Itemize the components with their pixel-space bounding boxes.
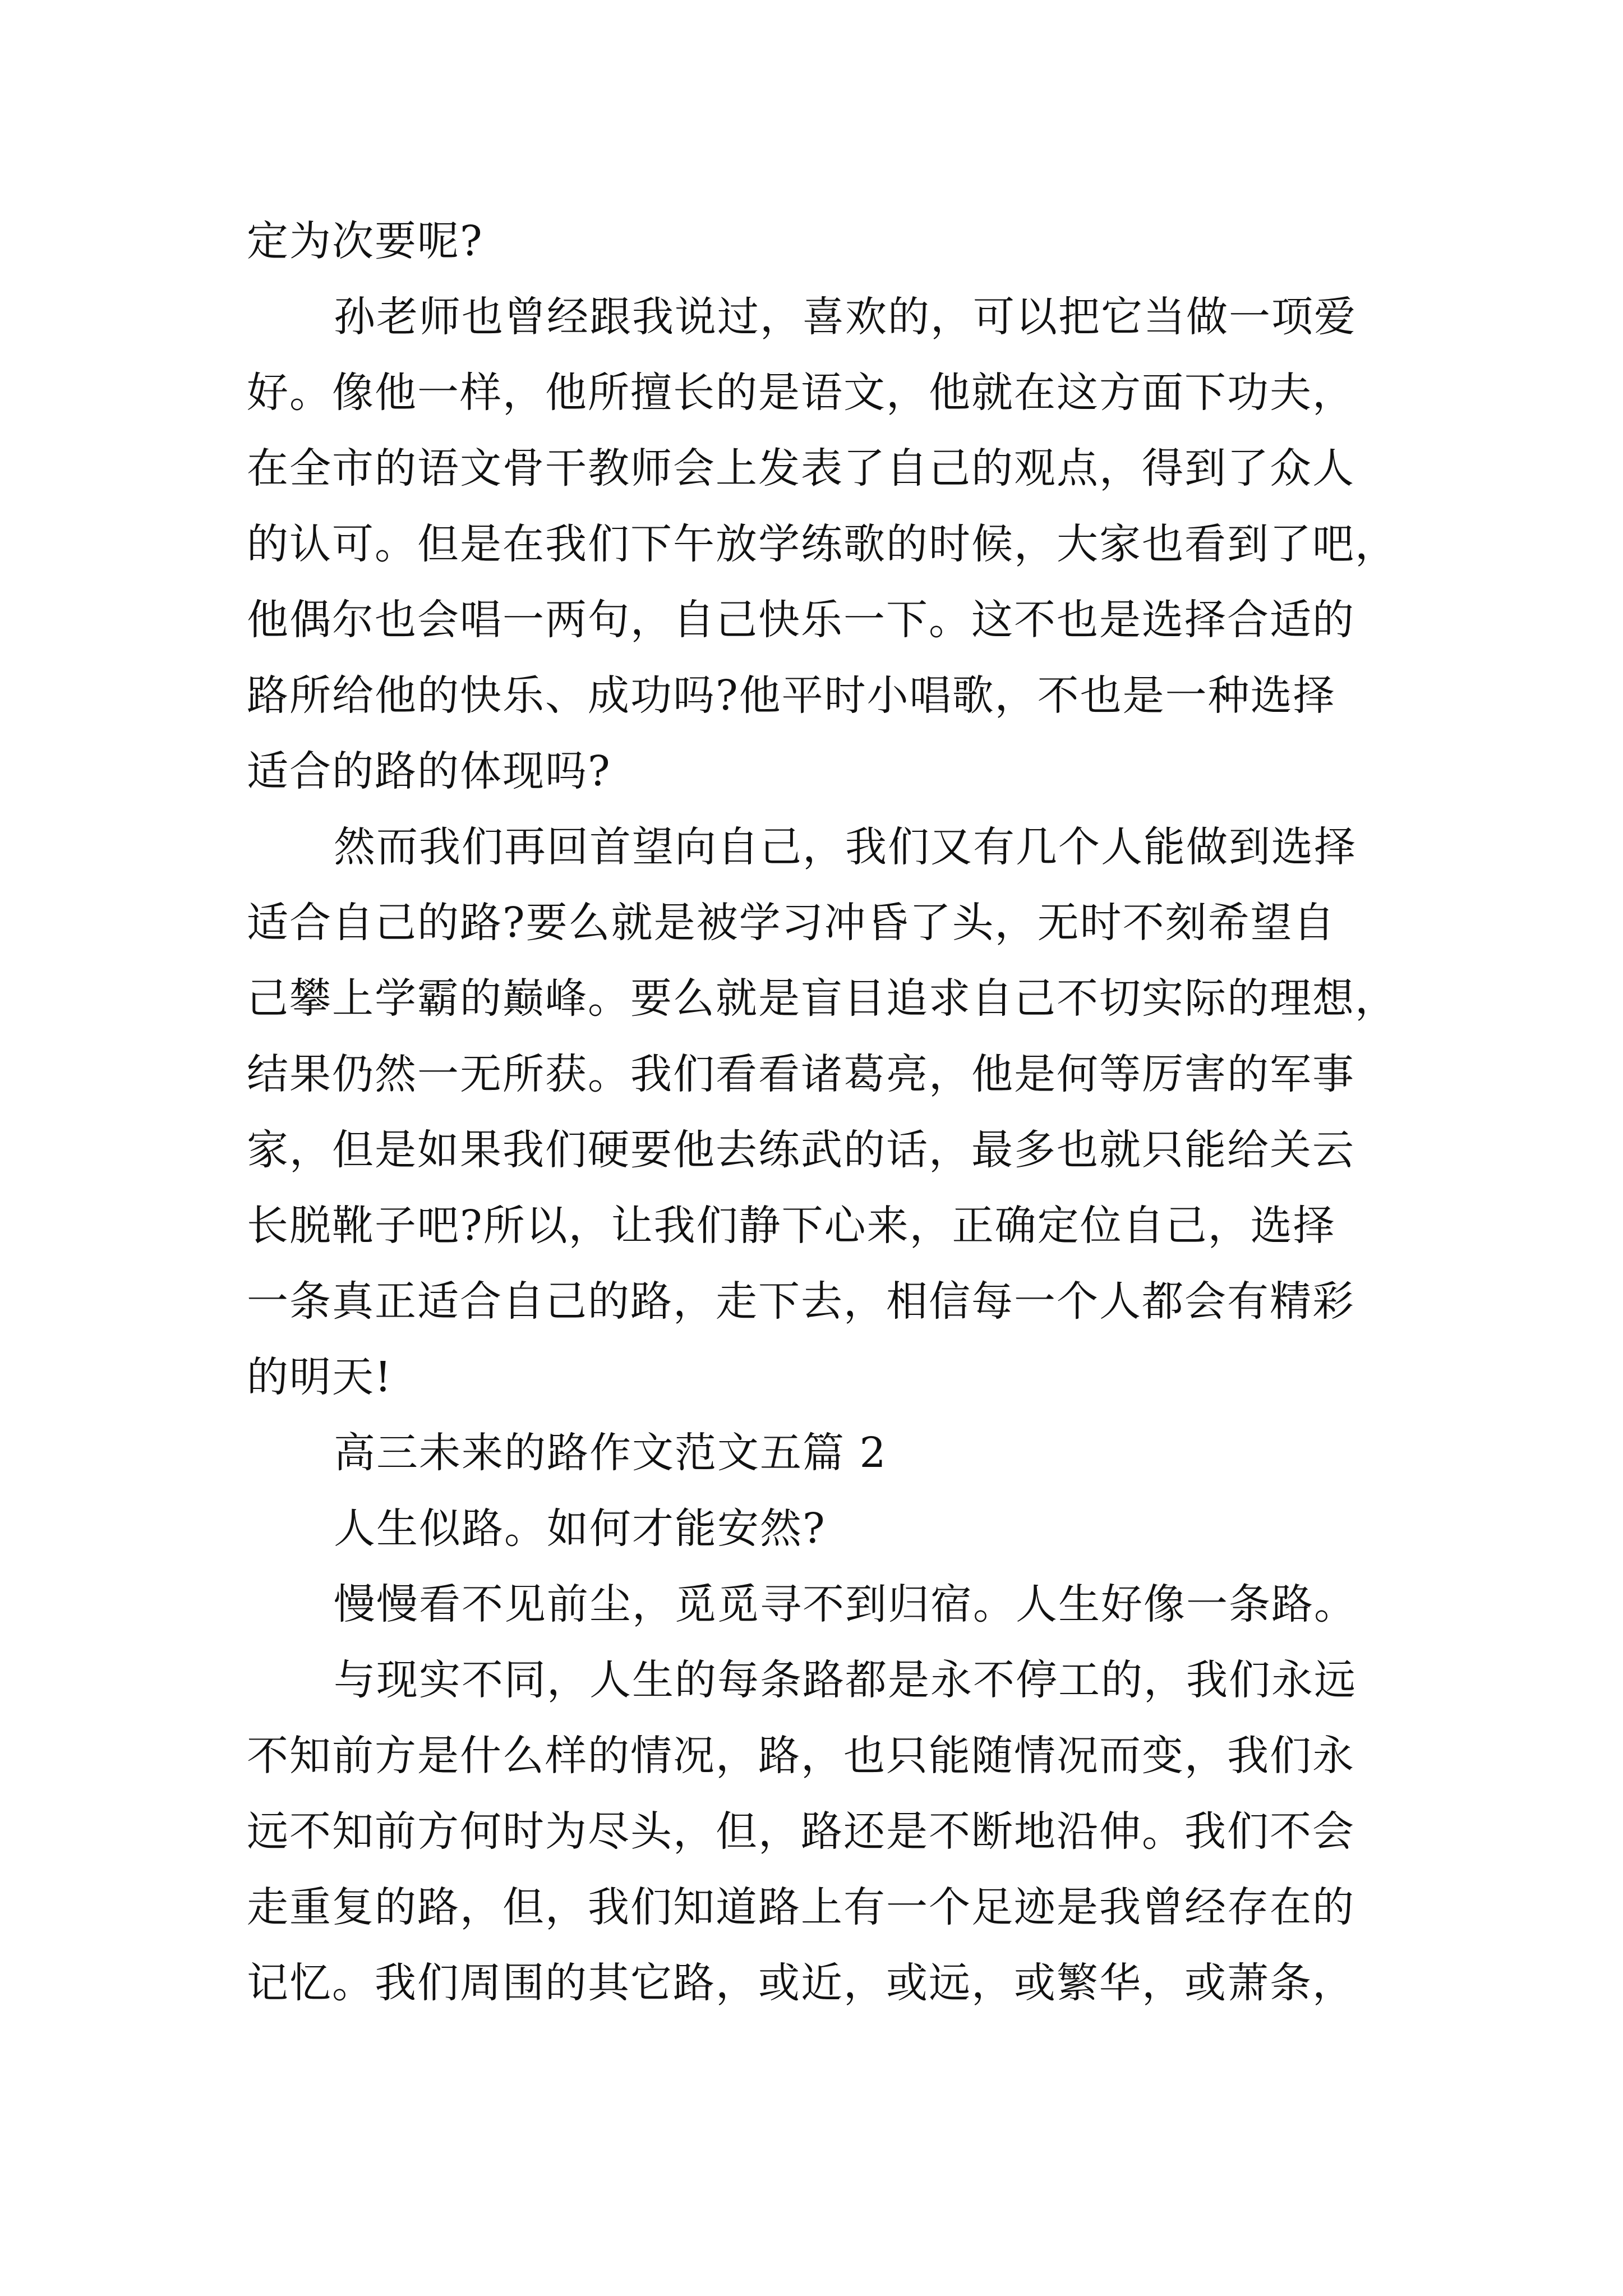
text-line: 好。像他一样，他所擅长的是语文，他就在这方面下功夫， [247,369,1355,417]
text-line: 与现实不同，人生的每条路都是永不停工的，我们永远 [334,1656,1357,1704]
text-line: 记忆。我们周围的其它路，或近，或远，或繁华，或萧条， [247,1959,1355,2007]
text-line: 慢慢看不见前尘，觅觅寻不到归宿。人生好像一条路。 [334,1580,1357,1628]
text-line: 不知前方是什么样的情况，路，也只能随情况而变，我们永 [247,1732,1355,1780]
text-line: 路所给他的快乐、成功吗?他平时小唱歌，不也是一种选择 [247,671,1336,720]
text-line: 的明天! [247,1353,393,1401]
text-line: 适合的路的体现吗? [247,747,611,795]
text-line: 一条真正适合自己的路，走下去，相信每一个人都会有精彩 [247,1277,1355,1326]
text-line: 在全市的语文骨干教师会上发表了自己的观点，得到了众人 [247,444,1355,493]
text-line: 定为次要呢? [247,217,483,265]
text-line: 远不知前方何时为尽头，但，路还是不断地沿伸。我们不会 [247,1807,1355,1856]
section-heading: 高三未来的路作文范文五篇 2 [334,1429,887,1477]
text-line: 家，但是如果我们硬要他去练武的话，最多也就只能给关云 [247,1126,1355,1174]
text-line: 他偶尔也会唱一两句，自己快乐一下。这不也是选择合适的 [247,596,1355,644]
text-line: 走重复的路，但，我们知道路上有一个足迹是我曾经存在的 [247,1883,1355,1931]
text-line: 孙老师也曾经跟我说过，喜欢的，可以把它当做一项爱 [334,293,1357,341]
text-line: 人生似路。如何才能安然? [334,1504,826,1553]
text-line: 适合自己的路?要么就是被学习冲昏了头，无时不刻希望自 [247,899,1336,947]
text-line: 己攀上学霸的巅峰。要么就是盲目追求自己不切实际的理想， [247,974,1398,1023]
text-line: 长脱靴子吧?所以，让我们静下心来，正确定位自己，选择 [247,1202,1336,1250]
text-line: 结果仍然一无所获。我们看看诸葛亮，他是何等厉害的军事 [247,1050,1355,1098]
text-line: 然而我们再回首望向自己，我们又有几个人能做到选择 [334,823,1357,871]
text-line: 的认可。但是在我们下午放学练歌的时候，大家也看到了吧， [247,520,1398,568]
